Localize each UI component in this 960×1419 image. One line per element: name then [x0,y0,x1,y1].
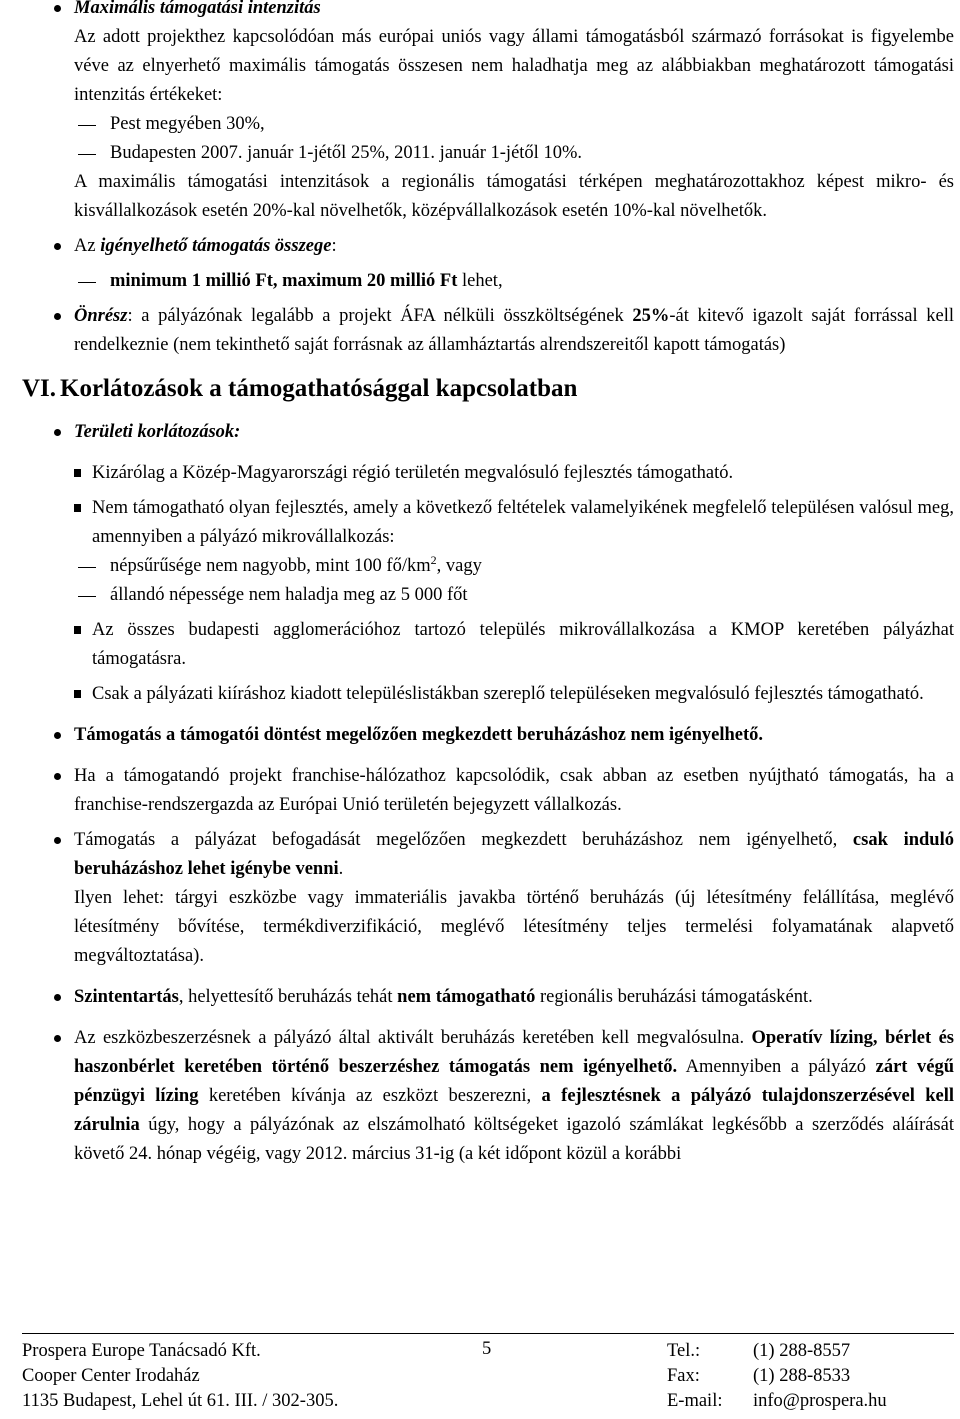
bullet-restriction: Ha a támogatandó projekt franchise-hálózathoz kapcsolódik, csak abban az esetben nyújtható támogatás, ha a franchise-rendszergazda az Európai Unió területén bejegyzett vállalkozás. [74,766,954,815]
territorial-subitem: állandó népessége nem haladja meg az 5 000 főt [110,585,468,605]
section-heading [22,372,954,406]
territorial-item: Csak a pályázati kiíráshoz kiadott településlistákban szereplő településeken megvalósuló fejlesztés támogatható. [92,684,924,704]
territorial-item: Kizárólag a Közép-Magyarországi régió területén megvalósuló fejlesztés támogatható. [92,463,734,483]
territorial-item: Nem támogatható olyan fejlesztés, amely a következő feltételek valamelyikének megfelelő településen valósul meg, amennyiben a pályázó mikrovállalkozás: [92,498,954,547]
page-number: 5 [482,1339,492,1359]
tel-label: Tel.: [667,1341,701,1361]
max-intensity-intro: Az adott projekthez kapcsolódóan más európai uniós vagy állami támogatásból származó forrásokat is figyelembe véve az elnyerhető maximális támogatás összesen nem haladhatja meg az alábbiakban meghatározott támogatási intenzitás értékeket: [74,27,954,105]
territorial-item: Az összes budapesti agglomerációhoz tartozó település mikrovállalkozása a KMOP keretében pályázhat támogatásra. [92,620,954,669]
max-intensity-note: A maximális támogatási intenzitások a regionális támogatási térképen meghatározottakhoz képest mikro- és kisvállalkozások esetén 20%-kal növelhetők, középvállalkozások esetén 10%-kal növelhetők. [74,172,954,221]
bullet-restriction: Támogatás a pályázat befogadását megelőzően megkezdett beruházáshoz nem igényelhető, csak induló beruházáshoz lehet igénybe venni. [74,830,954,879]
section-number: VI. [22,375,57,402]
footer-building: Cooper Center Irodaház [22,1366,200,1386]
restriction-detail: Ilyen lehet: tárgyi eszközbe vagy immateriális javakba történő beruházás (új létesítmény felállítása, meglévő létesítmény bővítése, termékdiverzifikáció, meglévő létesítmény teljes termelési folyamatának alapvető megváltoztatása). [74,888,954,966]
section-title: Korlátozások a támogathatósággal kapcsolatban [60,375,578,402]
max-intensity-item: Pest megyében 30%, [110,114,265,134]
max-intensity-heading: Maximális támogatási intenzitás [74,0,321,18]
footer-company: Prospera Europe Tanácsadó Kft. [22,1341,261,1361]
footer-address: 1135 Budapest, Lehel út 61. III. / 302-305. [22,1391,339,1411]
bullet-own-contribution: Önrész: a pályázónak legalább a projekt ÁFA nélküli összköltségének 25%-át kitevő igazolt saját forrással kell rendelkeznie (nem tekinthető saját forrásnak az államháztartás alrendszereitől kapott támogatás) [74,306,954,355]
bullet-territorial: Területi korlátozások: [74,422,241,442]
document-page [22,0,954,1169]
fax-value: (1) 288-8533 [753,1366,851,1386]
territorial-subitem: népsűrűsége nem nagyobb, mint 100 $fő/km^2$, vagy [110,552,482,576]
fax-label: Fax: [667,1366,700,1386]
footer-divider [22,1333,954,1334]
bullet-restriction: Az eszközbeszerzésnek a pályázó által aktivált beruházás keretében kell megvalósulna. Operatív lízing, bérlet és haszonbérlet keretében történő beszerzéshez támogatás nem igényelhető. Amennyiben a pályázó zárt végű pénzügyi lízing keretében kívánja az eszközt beszerezni, a fejlesztésnek a pályázó tulajdonszerzésével kell zárulnia úgy, hogy a pályázónak az elszámolható költségeket igazoló számlákat legkésőbb a szerződés aláírását követő 24. hónap végéig, vagy 2012. március 31-ig (a két időpont közül a korábbi [74,1028,954,1164]
bullet-amount: Az igényelhető támogatás összege: [74,236,337,256]
footer-contact [667,1339,887,1414]
footer-company-info [22,1339,338,1414]
email-label: E-mail: [667,1391,723,1411]
email-value: info@prospera.hu [753,1391,887,1411]
bullet-restriction: Támogatás a támogatói döntést megelőzően megkezdett beruházáshoz nem igényelhető. [74,725,764,745]
amount-item: minimum 1 millió Ft, maximum 20 millió Ft lehet, [110,271,503,291]
tel-value: (1) 288-8557 [753,1341,851,1361]
bullet-max-intensity [22,0,954,23]
bullet-restriction: Szintentartás, helyettesítő beruházás tehát nem támogatható regionális beruházási támogatásként. [74,987,813,1007]
max-intensity-item: Budapesten 2007. január 1-jétől 25%, 2011. január 1-jétől 10%. [110,143,582,163]
